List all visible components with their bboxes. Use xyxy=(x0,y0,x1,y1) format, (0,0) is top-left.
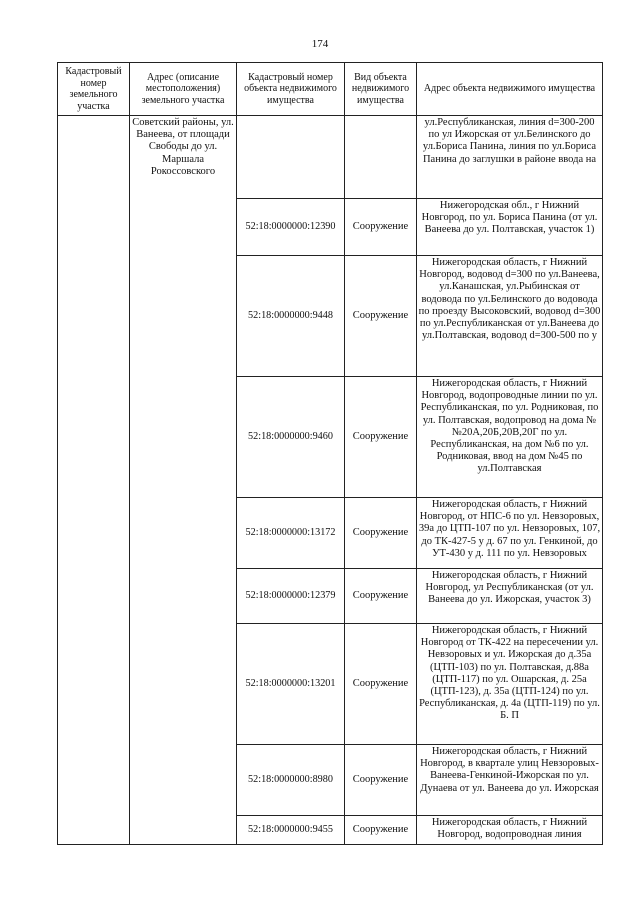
header-object-address: Адрес объекта недвижимого имущества xyxy=(417,63,603,116)
land-address-cell: Советский районы, ул. Ванеева, от площади Свободы до ул. Маршала Рокоссовского xyxy=(130,116,237,845)
object-type-cell: Сооружение xyxy=(345,199,417,256)
object-type-cell: Сооружение xyxy=(345,498,417,569)
object-cadastral-cell: 52:18:0000000:12390 xyxy=(237,199,345,256)
object-address-cell: Нижегородская область, г Нижний Новгород, от НПС-6 по ул. Невзоровых, 39а до ЦТП-107 по ул. Невзоровых, 107, до ТК-427-5 у д. 67 по ул. Генкиной, до УТ-430 у д. 111 по ул. Невзоровых xyxy=(417,498,603,569)
object-cadastral-cell: 52:18:0000000:9460 xyxy=(237,377,345,498)
object-address-cell: ул.Республиканская, линия d=300-200 по ул Ижорская от ул.Белинского до ул.Бориса Панина, линия по ул.Бориса Панина до заглушки в районе ввода на xyxy=(417,116,603,199)
object-type-cell: Сооружение xyxy=(345,377,417,498)
object-cadastral-cell: 52:18:0000000:9455 xyxy=(237,816,345,845)
object-address-cell: Нижегородская обл., г Нижний Новгород, по ул. Бориса Панина (от ул. Ванеева до ул. Полтавская, участок 1) xyxy=(417,199,603,256)
header-land-address: Адрес (описание местоположения) земельного участка xyxy=(130,63,237,116)
object-type-cell: Сооружение xyxy=(345,569,417,624)
property-registry-table xyxy=(57,62,603,845)
object-address-cell: Нижегородская область, г Нижний Новгород, в квартале улиц Невзоровых-Ванеева-Генкиной-Ижорская по ул. Дунаева от ул. Ванеева до ул. Ижорская xyxy=(417,745,603,816)
object-cadastral-cell: 52:18:0000000:13201 xyxy=(237,624,345,745)
object-address-cell: Нижегородская область, г Нижний Новгород, водопроводные линии по ул. Республиканская, по ул. Родниковая, по ул. Полтавская, водопровод на дома №№20А,20Б,20В,20Г по ул. Республиканская, на дом №6 по ул. Родниковая, ввод на дом №45 по ул.Полтавская xyxy=(417,377,603,498)
object-cadastral-cell: 52:18:0000000:13172 xyxy=(237,498,345,569)
object-cadastral-cell: 52:18:0000000:9448 xyxy=(237,256,345,377)
land-cadastral-number-cell xyxy=(58,116,130,845)
header-land-cadastral-number: Кадастровый номер земельного участка xyxy=(58,63,130,116)
object-type-cell: Сооружение xyxy=(345,624,417,745)
table-header-row xyxy=(58,63,603,116)
object-type-cell: Сооружение xyxy=(345,256,417,377)
object-address-cell: Нижегородская область, г Нижний Новгород от ТК-422 на пересечении ул. Невзоровых и ул. Ижорская до д.35а (ЦТП-103) по ул. Полтавская, д.88а (ЦТП-117) по ул. Ошарская, д. 25а (ЦТП-123), д. 35а (ЦТП-124) по ул. Республиканская, д. 4а (ЦТП-119) по ул. Б. П xyxy=(417,624,603,745)
page-number: 174 xyxy=(311,38,329,50)
object-address-cell: Нижегородская область, г Нижний Новгород, водовод d=300 по ул.Ванеева, ул.Канашская, ул.Рыбинская от водовода по ул.Белинского до водовода по проезду Высоковский, водовод d=300 по ул.Республиканская от ул.Ванеева до ул.Полтавская, водовод d=300-500 по у xyxy=(417,256,603,377)
object-type-cell: Сооружение xyxy=(345,745,417,816)
header-object-cadastral-number: Кадастровый номер объекта недвижимого имущества xyxy=(237,63,345,116)
object-address-cell: Нижегородская область, г Нижний Новгород, водопроводная линия xyxy=(417,816,603,845)
object-address-cell: Нижегородская область, г Нижний Новгород, ул Республиканская (от ул. Ванеева до ул. Ижорская, участок 3) xyxy=(417,569,603,624)
object-type-cell xyxy=(345,116,417,199)
object-cadastral-cell xyxy=(237,116,345,199)
object-cadastral-cell: 52:18:0000000:8980 xyxy=(237,745,345,816)
header-object-type: Вид объекта недвижимого имущества xyxy=(345,63,417,116)
object-cadastral-cell: 52:18:0000000:12379 xyxy=(237,569,345,624)
object-type-cell: Сооружение xyxy=(345,816,417,845)
table-row xyxy=(58,116,603,199)
